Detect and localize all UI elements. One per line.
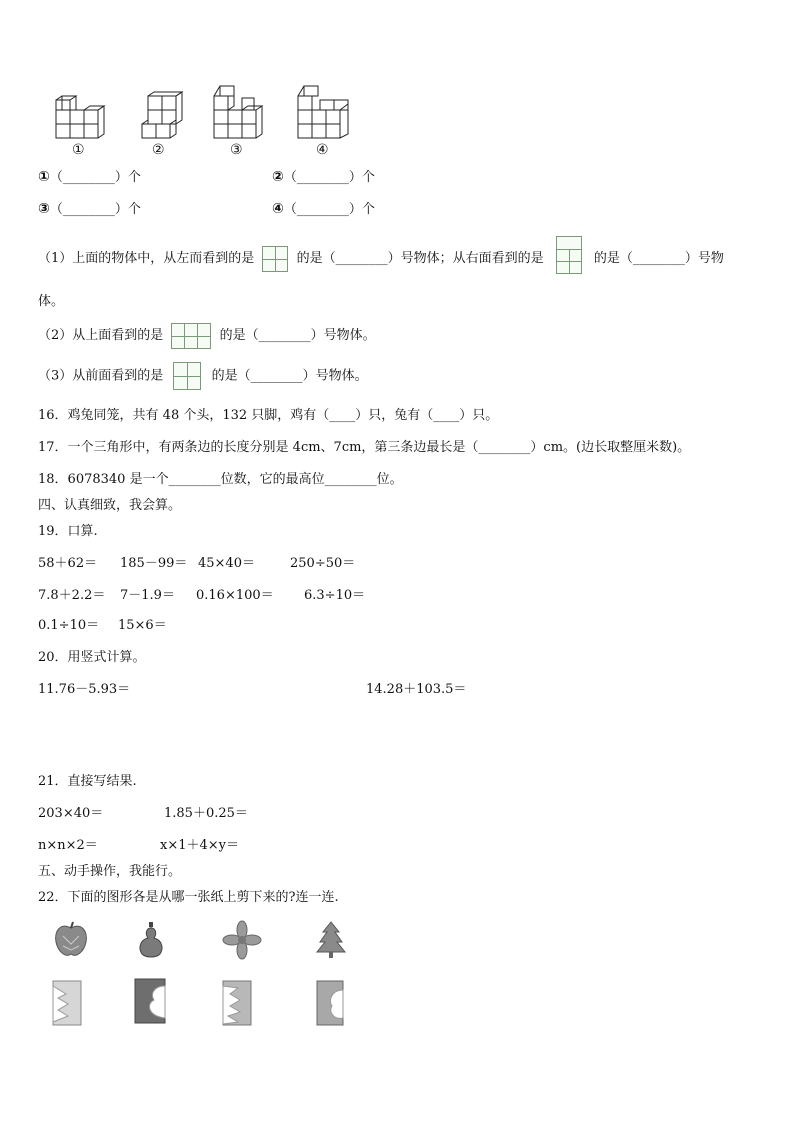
- question-19-title: 19．口算.: [38, 524, 98, 539]
- q19-item: 7－1.9＝: [120, 588, 175, 603]
- flower-shape: [222, 920, 262, 960]
- count-number: ②: [272, 169, 284, 185]
- question-22-title: 22．下面的图形各是从哪一张纸上剪下来的?连一连.: [38, 890, 339, 905]
- q19-item: 185－99＝: [120, 556, 188, 571]
- subquestion-1: [38, 236, 724, 276]
- count-number: ③: [38, 201, 50, 217]
- count-row-2b: [272, 198, 375, 217]
- subquestion-2: [38, 322, 376, 350]
- figure-label-2: ②: [152, 142, 165, 158]
- cube-figure-1: [54, 80, 114, 142]
- count-blank-text: （________）个: [283, 170, 375, 185]
- view-icon-3x2: [171, 323, 211, 349]
- count-blank-text: （________）个: [283, 202, 375, 217]
- figure-label-1: ①: [72, 142, 85, 158]
- gourd-shape: [134, 920, 168, 960]
- question-17: 17．一个三角形中，有两条边的长度分别是 4cm、7cm，第三条边最长是（________）cm。(边长取整厘米数)。: [38, 440, 691, 455]
- tree-shape: [314, 920, 348, 960]
- subquestion-1-text-b: 的是（________）号物体；从右面看到的是: [296, 251, 544, 266]
- q20-item: 14.28＋103.5＝: [366, 682, 467, 697]
- paper-half-apple: [316, 980, 350, 1026]
- q21-item: x×1＋4×y＝: [160, 838, 240, 853]
- subquestion-2-text-a: （2）从上面看到的是: [38, 328, 164, 343]
- subquestion-2-text-b: 的是（________）号物体。: [219, 328, 376, 343]
- question-21-title: 21．直接写结果.: [38, 774, 137, 789]
- view-icon-2x2: [262, 246, 288, 272]
- q19-item: 45×40＝: [198, 556, 255, 571]
- paper-half-tree: [52, 980, 86, 1026]
- count-number: ④: [272, 201, 284, 217]
- question-20-title: 20．用竖式计算。: [38, 650, 146, 665]
- q19-item: 6.3÷10＝: [304, 588, 366, 603]
- q19-item: 15×6＝: [118, 618, 167, 633]
- count-blank-text: （________）个: [49, 202, 141, 217]
- paper-half-gourd: [134, 978, 168, 1024]
- cube-figure-3: [212, 80, 272, 142]
- q19-item: 250÷50＝: [290, 556, 356, 571]
- subquestion-1-text-a: （1）上面的物体中，从左而看到的是: [38, 251, 255, 266]
- section-5-heading: 五、动手操作，我能行。: [38, 864, 182, 879]
- q19-item: 0.16×100＝: [196, 588, 274, 603]
- q20-item: 11.76－5.93＝: [38, 682, 131, 697]
- view-icon-2x2-front: [173, 362, 201, 390]
- subquestion-1-text-c: 的是（________）号物: [593, 251, 724, 266]
- subquestion-3-text-a: （3）从前面看到的是: [38, 368, 164, 384]
- cube-figure-2: [138, 80, 198, 142]
- subquestion-1-continued: 体。: [38, 294, 65, 309]
- figure-label-4: ④: [316, 142, 329, 158]
- count-row-1a: [38, 166, 141, 185]
- view-icon-1x3: [556, 236, 582, 274]
- figure-label-3: ③: [230, 142, 243, 158]
- count-row-2a: [38, 198, 141, 217]
- paper-half-flower: [222, 980, 256, 1026]
- cube-figure-4: [296, 80, 360, 142]
- q19-item: 0.1÷10＝: [38, 618, 100, 633]
- count-blank-text: （________）个: [49, 170, 141, 185]
- section-4-heading: 四、认真细致，我会算。: [38, 498, 182, 513]
- subquestion-3-text-b: 的是（________）号物体。: [211, 368, 368, 384]
- question-18: 18．6078340 是一个________位数，它的最高位________位。: [38, 472, 403, 487]
- count-row-1b: [272, 166, 375, 185]
- q21-item: 1.85＋0.25＝: [164, 806, 248, 821]
- subquestion-3: [38, 362, 368, 391]
- apple-shape: [52, 920, 90, 960]
- q19-item: 7.8＋2.2＝: [38, 588, 106, 603]
- cube-figures: [50, 80, 370, 162]
- question-16: 16．鸡兔同笼，共有 48 个头，132 只脚，鸡有（____）只，兔有（____）只。: [38, 408, 499, 423]
- q21-item: 203×40＝: [38, 806, 104, 821]
- q19-item: 58＋62＝: [38, 556, 98, 571]
- count-number: ①: [38, 169, 50, 185]
- q21-item: n×n×2＝: [38, 838, 98, 853]
